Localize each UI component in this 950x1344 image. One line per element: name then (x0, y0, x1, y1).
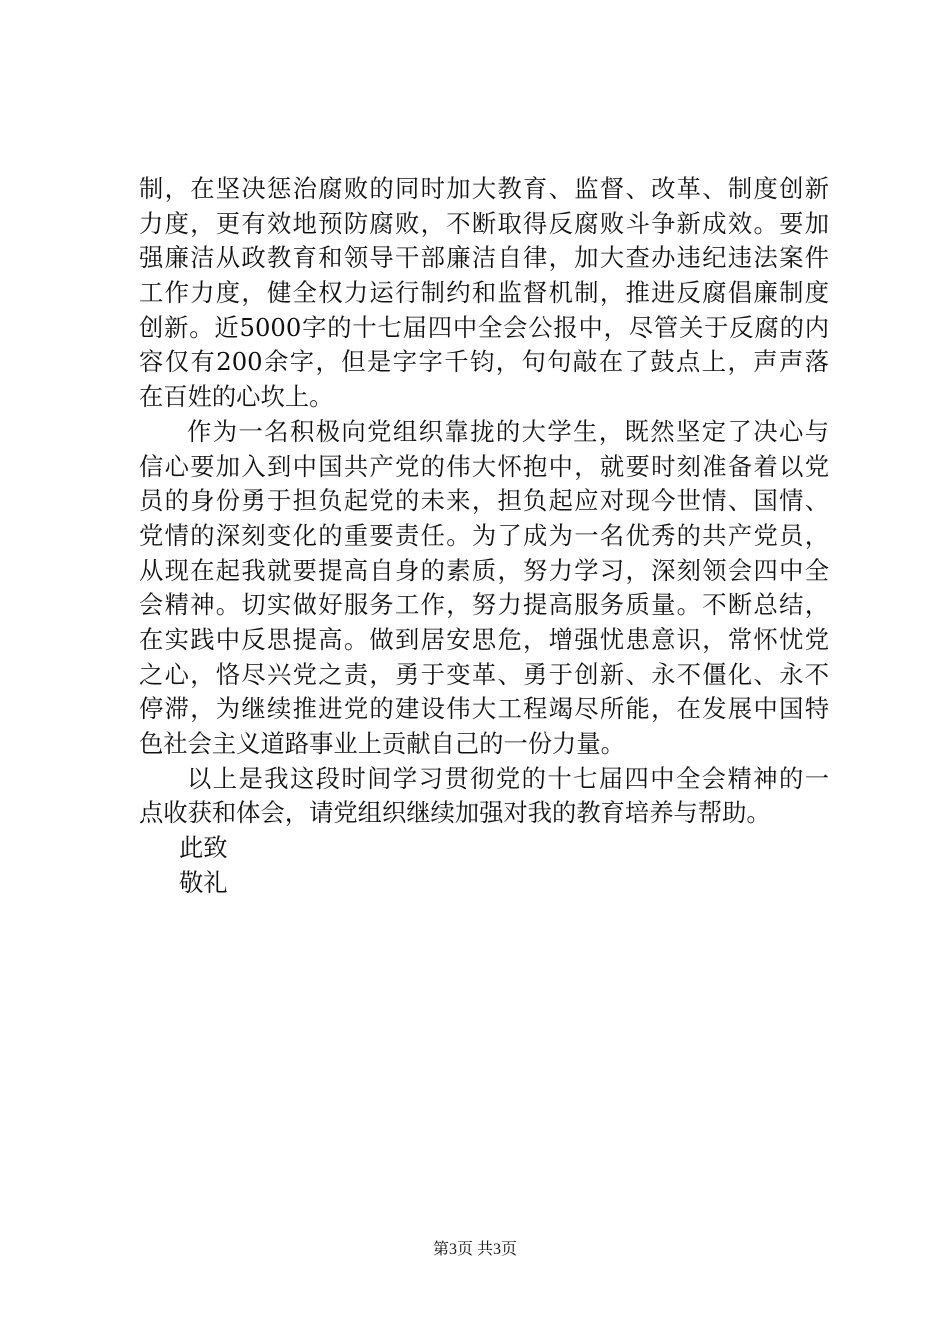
page-footer (0, 1240, 950, 1260)
text-line: 容仅有200余字，但是字字千钧，句句敲在了鼓点上，声声落 (139, 347, 829, 377)
document-body (139, 172, 829, 900)
page-number: 第3页 共3页 (432, 1241, 517, 1258)
text-line: 点收获和体会，请党组织继续加强对我的教育培养与帮助。 (139, 798, 771, 828)
regards: 敬礼 (179, 867, 228, 897)
salutation: 此致 (179, 833, 228, 863)
text-line: 以上是我这段时间学习贯彻党的十七届四中全会精神的一 (187, 763, 829, 793)
text-line: 力度，更有效地预防腐败，不断取得反腐败斗争新成效。要加 (139, 208, 829, 238)
text-line: 制，在坚决惩治腐败的同时加大教育、监督、改革、制度创新 (139, 174, 829, 203)
text-line: 在百姓的心坎上。 (139, 382, 334, 412)
text-line: 员的身份勇于担负起党的未来，担负起应对现今世情、国情、 (139, 486, 829, 516)
text-line: 停滞，为继续推进党的建设伟大工程竭尽所能，在发展中国特 (139, 694, 829, 724)
text-line: 从现在起我就要提高自身的素质，努力学习，深刻领会四中全 (139, 555, 829, 585)
text-line: 作为一名积极向党组织靠拢的大学生，既然坚定了决心与 (187, 416, 829, 446)
text-line: 会精神。切实做好服务工作，努力提高服务质量。不断总结， (139, 590, 829, 620)
paragraph-1 (139, 172, 829, 415)
text-line: 信心要加入到中国共产党的伟大怀抱中，就要时刻准备着以党 (139, 451, 829, 481)
text-line: 党情的深刻变化的重要责任。为了成为一名优秀的共产党员， (139, 520, 829, 550)
text-line: 创新。近5000字的十七届四中全会公报中，尽管关于反腐的内 (139, 312, 829, 342)
paragraph-2 (139, 415, 829, 762)
text-line: 工作力度，健全权力运行制约和监督机制，推进反腐倡廉制度 (139, 278, 829, 308)
text-line: 强廉洁从政教育和领导干部廉洁自律，加大查办违纪违法案件 (139, 243, 829, 273)
paragraph-3 (139, 762, 829, 831)
text-line: 之心，恪尽兴党之责，勇于变革、勇于创新、永不僵化、永不 (139, 659, 829, 689)
text-line: 在实践中反思提高。做到居安思危，增强忧患意识，常怀忧党 (139, 624, 829, 654)
closing (139, 831, 829, 900)
text-line: 色社会主义道路事业上贡献自己的一份力量。 (139, 729, 625, 758)
